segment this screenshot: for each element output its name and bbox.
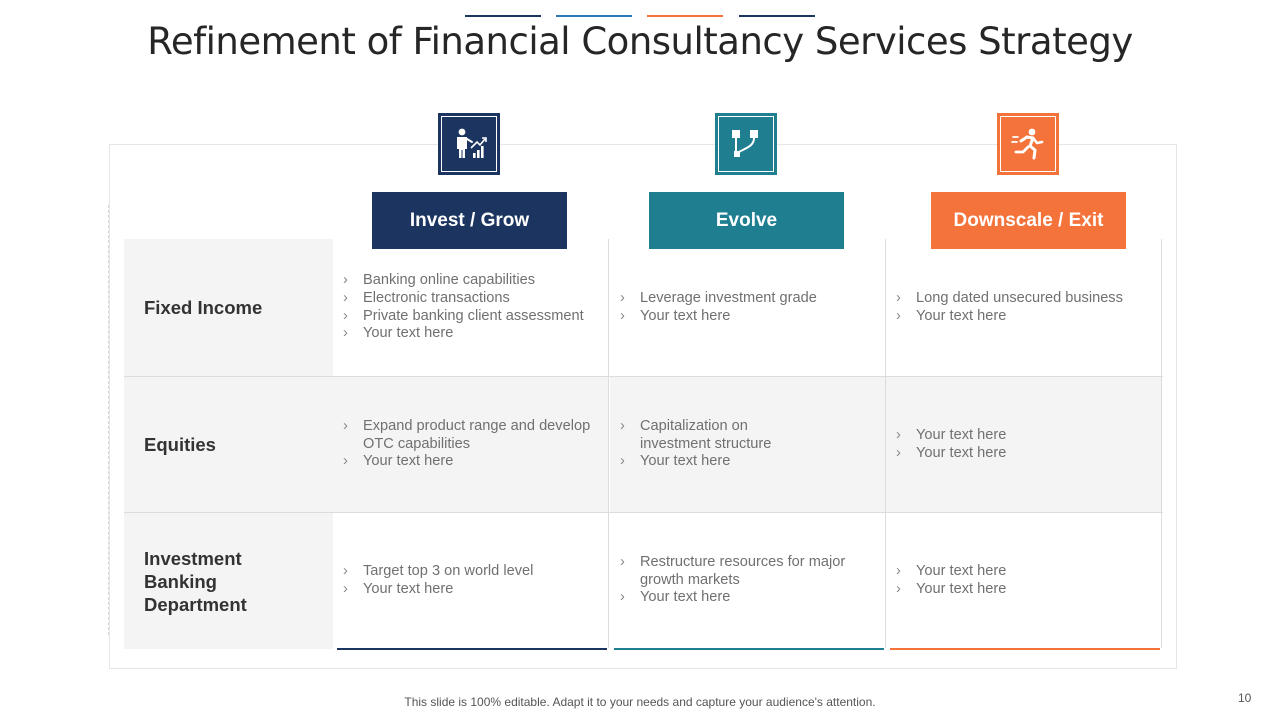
column-header-label: Invest / Grow [409, 209, 530, 231]
chevron-right-icon: › [896, 580, 901, 597]
row-label-text: Investment Banking Department [144, 547, 247, 615]
chevron-right-icon: › [620, 418, 625, 435]
list-item: › Leverage investment grade [620, 289, 817, 306]
slide-title: Refinement of Financial Consultancy Services Strategy [147, 20, 1133, 63]
accent-line-4 [739, 15, 815, 17]
column-bottom-line-invest [337, 648, 607, 650]
chevron-right-icon: › [620, 307, 625, 324]
chevron-right-icon: › [343, 580, 348, 597]
flow-diagram-icon [729, 127, 763, 161]
cell-investment-banking-invest [333, 513, 609, 648]
list-item: › Your text here [896, 444, 1007, 461]
column-header-label: Downscale / Exit [953, 209, 1104, 231]
accent-line-1 [465, 15, 541, 17]
row-label-fixed-income [124, 239, 333, 376]
list-item: › Your text here [896, 426, 1007, 443]
list-item: › Private banking client assessment [343, 307, 584, 324]
list-item: › Your text here [343, 453, 454, 470]
businessman-growth-chart-icon [451, 126, 487, 162]
list-item: › Your text here [343, 580, 454, 597]
chevron-right-icon: › [620, 554, 625, 571]
chevron-right-icon: › [896, 562, 901, 579]
list-item: › Long dated unsecured business [896, 289, 1123, 306]
cell-equities-invest [333, 377, 609, 512]
dashed-divider [108, 205, 109, 635]
list-item: › Expand product range and develop OTC capabilities [343, 418, 591, 452]
list-item: › Restructure resources for major growth markets [620, 554, 846, 588]
cell-fixed-income-invest [333, 239, 609, 376]
list-item: › Target top 3 on world level [343, 562, 534, 579]
footer-note: This slide is 100% editable. Adapt it to your needs and capture your audience's attention. [404, 695, 876, 709]
accent-line-2 [556, 15, 632, 17]
icon-box-exit [997, 113, 1059, 175]
chevron-right-icon: › [620, 589, 625, 606]
chevron-right-icon: › [343, 418, 348, 435]
chevron-right-icon: › [343, 325, 348, 342]
cell-equities-exit [886, 377, 1162, 512]
row-divider [124, 376, 1163, 377]
list-item: › Capitalization on investment structure [620, 418, 772, 452]
row-label-equities [124, 377, 333, 512]
cell-equities-evolve [610, 377, 886, 512]
row-label-investment-banking [124, 513, 333, 649]
list-item: › Your text here [620, 307, 731, 324]
chevron-right-icon: › [620, 289, 625, 306]
list-item: › Your text here [343, 325, 454, 342]
list-item: › Your text here [620, 453, 731, 470]
chevron-right-icon: › [343, 289, 348, 306]
chevron-right-icon: › [896, 289, 901, 306]
column-bottom-line-exit [890, 648, 1160, 650]
column-header-label: Evolve [715, 209, 778, 231]
list-item: › Your text here [896, 307, 1007, 324]
list-item: › Your text here [620, 589, 731, 606]
chevron-right-icon: › [343, 272, 348, 289]
list-item: › Electronic transactions [343, 289, 510, 306]
accent-line-3 [647, 15, 723, 17]
row-divider [124, 512, 1163, 513]
chevron-right-icon: › [343, 562, 348, 579]
row-label-text: Equities [144, 434, 216, 455]
list-item: › Banking online capabilities [343, 272, 535, 289]
chevron-right-icon: › [896, 444, 901, 461]
column-bottom-line-evolve [614, 648, 884, 650]
chevron-right-icon: › [343, 307, 348, 324]
cell-investment-banking-exit [886, 513, 1162, 648]
row-label-text: Fixed Income [144, 297, 263, 318]
cell-investment-banking-evolve [610, 513, 886, 648]
list-item: › Your text here [896, 562, 1007, 579]
list-item: › Your text here [896, 580, 1007, 597]
chevron-right-icon: › [896, 426, 901, 443]
chevron-right-icon: › [343, 453, 348, 470]
icon-box-invest [438, 113, 500, 175]
chevron-right-icon: › [896, 307, 901, 324]
cell-fixed-income-exit [886, 239, 1162, 376]
icon-box-evolve [715, 113, 777, 175]
cell-fixed-income-evolve [610, 239, 886, 376]
running-person-exit-icon [1010, 126, 1046, 162]
page-number: 10 [1238, 691, 1252, 705]
chevron-right-icon: › [620, 453, 625, 470]
